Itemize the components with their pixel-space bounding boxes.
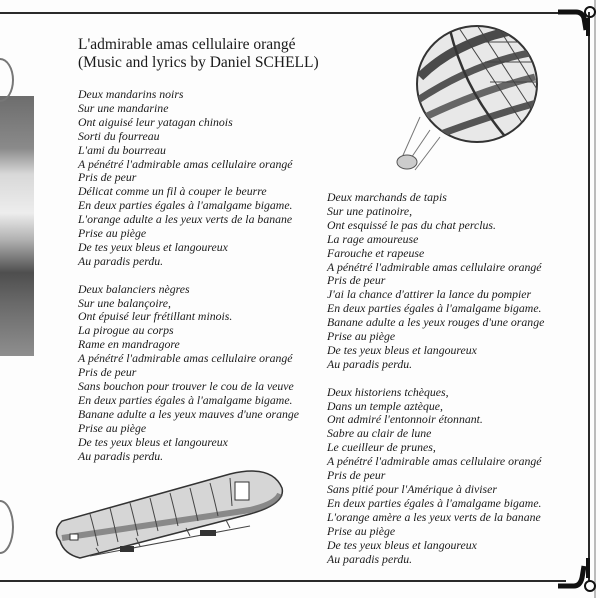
stanza	[78, 88, 299, 269]
lyric-line: Deux balanciers nègres	[78, 281, 190, 296]
lyric-line: Au paradis perdu.	[78, 448, 164, 463]
lyric-line: L'orange amère a les yeux verts de la banane	[327, 509, 541, 524]
lyric-line: La rage amoureuse	[327, 231, 419, 246]
frame-top-rule	[0, 12, 566, 14]
lyric-line: Deux historiens tchèques,	[327, 384, 449, 399]
lyric-line: Prise au piège	[327, 329, 396, 344]
lyrics-column-left	[78, 88, 299, 477]
lyric-line: A pénétré l'admirable amas cellulaire orangé	[327, 259, 542, 274]
lyric-line: J'ai la chance d'attirer la lance du pompier	[327, 287, 532, 302]
zeppelin-illustration	[50, 466, 290, 566]
song-header	[78, 36, 319, 72]
lyric-line: Sabre au clair de lune	[327, 426, 432, 441]
lyric-line: Prise au piège	[78, 226, 147, 241]
lyric-line: De tes yeux bleus et langoureux	[78, 239, 228, 254]
song-credits: (Music and lyrics by Daniel SCHELL)	[78, 54, 319, 71]
lyric-line: Ont aiguisé leur yatagan chinois	[78, 114, 233, 129]
cover-photo-strip	[0, 96, 34, 356]
lyric-line: En deux parties égales à l'amalgame bigame.	[78, 198, 293, 213]
binder-ring-bottom-icon	[0, 500, 14, 554]
lyric-line: A pénétré l'admirable amas cellulaire orangé	[327, 454, 542, 469]
lyric-line: Prise au piège	[327, 523, 396, 538]
lyric-line: Pris de peur	[327, 468, 386, 483]
lyric-line: Au paradis perdu.	[327, 551, 413, 566]
stanza	[327, 191, 544, 372]
lyric-line: Ont épuisé leur frétillant minois.	[78, 309, 233, 324]
lyric-line: Délicat comme un fil à couper le beurre	[78, 184, 267, 199]
lyric-line: De tes yeux bleus et langoureux	[78, 434, 228, 449]
song-title: L'admirable amas cellulaire orangé	[78, 36, 296, 53]
lyric-line: En deux parties égales à l'amalgame bigame.	[327, 495, 542, 510]
hot-air-balloon-illustration	[395, 22, 545, 172]
lyric-line: L'ami du bourreau	[78, 142, 166, 157]
lyric-line: Sur une mandarine	[78, 100, 169, 115]
lyric-line: Au paradis perdu.	[78, 253, 164, 268]
lyric-line: De tes yeux bleus et langoureux	[327, 342, 477, 357]
lyric-line: Deux mandarins noirs	[78, 87, 184, 101]
lyric-line: Banane adulte a les yeux rouges d'une orange	[327, 315, 545, 330]
lyric-line: Ont admiré l'entonnoir étonnant.	[327, 412, 483, 427]
lyric-line: Au paradis perdu.	[327, 356, 413, 371]
lyric-line: Sans bouchon pour trouver le cou de la veuve	[78, 379, 294, 394]
lyric-line: L'orange adulte a les yeux verts de la banane	[78, 212, 293, 227]
lyric-line: Dans un temple aztèque,	[327, 398, 443, 413]
frame-right-rule	[588, 12, 590, 582]
lyric-line: Ont esquissé le pas du chat perclus.	[327, 217, 496, 232]
lyric-line: A pénétré l'admirable amas cellulaire orangé	[78, 351, 293, 366]
lyric-line: Sorti du fourreau	[78, 128, 160, 143]
lyric-line: Pris de peur	[327, 273, 386, 288]
lyric-line: En deux parties égales à l'amalgame bigame.	[327, 301, 542, 316]
lyric-line: Rame en mandragore	[78, 337, 180, 352]
lyric-line: Le cueilleur de prunes,	[327, 440, 436, 455]
lyric-line: Deux marchands de tapis	[327, 190, 447, 204]
stanza	[78, 283, 299, 464]
page-fold-edge	[594, 0, 596, 598]
lyric-line: Sur une patinoire,	[327, 203, 413, 218]
corner-ornament-top-icon	[556, 4, 596, 44]
corner-ornament-bottom-icon	[556, 556, 596, 596]
lyric-line: A pénétré l'admirable amas cellulaire orangé	[78, 156, 293, 171]
lyric-line: De tes yeux bleus et langoureux	[327, 537, 477, 552]
lyric-line: Farouche et rapeuse	[327, 245, 425, 260]
lyric-line: La pirogue au corps	[78, 323, 174, 338]
lyric-line: Banane adulte a les yeux mauves d'une orange	[78, 406, 300, 421]
stanza	[327, 386, 544, 567]
lyric-line: En deux parties égales à l'amalgame bigame.	[78, 392, 293, 407]
lyric-line: Sur une balançoire,	[78, 295, 171, 310]
lyric-line: Pris de peur	[78, 170, 137, 185]
lyric-line: Prise au piège	[78, 420, 147, 435]
lyrics-column-right	[327, 191, 544, 580]
lyric-line: Pris de peur	[78, 365, 137, 380]
lyric-line: Sans pitié pour l'Amérique à diviser	[327, 482, 497, 497]
